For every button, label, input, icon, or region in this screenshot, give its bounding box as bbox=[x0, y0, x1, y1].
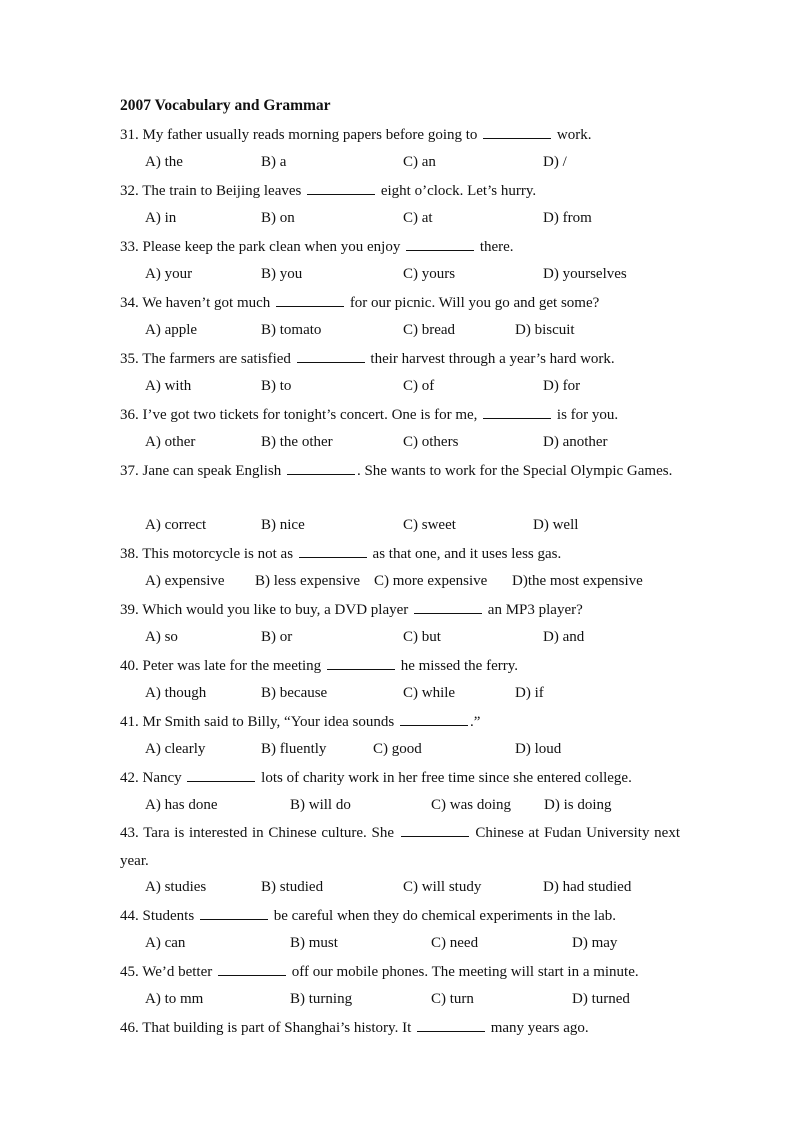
question-text-after: for our picnic. Will you go and get some? bbox=[349, 295, 600, 311]
question-number: 34. bbox=[120, 295, 139, 311]
option-b: B) the other bbox=[261, 434, 333, 450]
question-text-before: Peter was late for the meeting bbox=[142, 658, 322, 674]
question-number: 33. bbox=[120, 239, 139, 255]
option-d: D) is doing bbox=[544, 797, 612, 813]
question-text-before: I’ve got two tickets for tonight’s concert. One is for me, bbox=[142, 407, 478, 423]
option-b: B) turning bbox=[290, 991, 353, 1007]
question-text-after: off our mobile phones. The meeting will start in a minute. bbox=[291, 964, 639, 980]
page-title: 2007 Vocabulary and Grammar bbox=[120, 97, 331, 114]
question-text-before: Nancy bbox=[142, 770, 182, 786]
question-number: 43. bbox=[120, 825, 139, 841]
question-text-before: Mr Smith said to Billy, “Your idea sounds bbox=[142, 714, 395, 730]
answer-blank bbox=[276, 292, 344, 307]
options-38 bbox=[145, 573, 685, 597]
question-text-before: The farmers are satisfied bbox=[142, 351, 291, 367]
question-number: 38. bbox=[120, 546, 139, 562]
options-40 bbox=[145, 685, 685, 709]
option-c: C) yours bbox=[403, 266, 456, 282]
answer-blank bbox=[417, 1017, 485, 1032]
answer-blank bbox=[401, 822, 469, 837]
option-c: C) turn bbox=[431, 991, 474, 1007]
option-a: A) with bbox=[145, 378, 192, 394]
option-d: D) if bbox=[515, 685, 544, 701]
question-text-after: . She wants to work for the Special Olympic Games. bbox=[356, 463, 673, 479]
option-c: C) need bbox=[431, 935, 479, 951]
question-number: 37. bbox=[120, 463, 139, 479]
option-d: D) loud bbox=[515, 741, 562, 757]
question-42 bbox=[120, 765, 680, 793]
question-35 bbox=[120, 346, 680, 374]
question-text-after: work. bbox=[556, 127, 592, 143]
question-number: 36. bbox=[120, 407, 139, 423]
options-37 bbox=[145, 517, 685, 541]
answer-blank bbox=[299, 543, 367, 558]
question-text-before: We’d better bbox=[142, 964, 213, 980]
option-a: A) clearly bbox=[145, 741, 206, 757]
answer-blank bbox=[327, 655, 395, 670]
option-a: A) apple bbox=[145, 322, 198, 338]
question-37 bbox=[120, 458, 680, 486]
question-text-before: The train to Beijing leaves bbox=[142, 183, 302, 199]
options-35 bbox=[145, 378, 685, 402]
option-d: D) had studied bbox=[543, 879, 632, 895]
question-number: 31. bbox=[120, 127, 139, 143]
option-c: C) others bbox=[403, 434, 459, 450]
option-b: B) less expensive bbox=[255, 573, 360, 589]
answer-blank bbox=[218, 961, 286, 976]
option-c: C) bread bbox=[403, 322, 456, 338]
option-d: D)the most expensive bbox=[512, 573, 643, 589]
question-39 bbox=[120, 597, 680, 625]
answer-blank bbox=[200, 905, 268, 920]
question-text-before: That building is part of Shanghai’s history. It bbox=[142, 1020, 412, 1036]
option-a: A) so bbox=[145, 629, 178, 645]
options-39 bbox=[145, 629, 685, 653]
option-d: D) and bbox=[543, 629, 585, 645]
answer-blank bbox=[406, 236, 474, 251]
option-b: B) a bbox=[261, 154, 287, 170]
option-d: D) from bbox=[543, 210, 592, 226]
options-33 bbox=[145, 266, 685, 290]
question-number: 41. bbox=[120, 714, 139, 730]
option-b: B) on bbox=[261, 210, 295, 226]
option-d: D) biscuit bbox=[515, 322, 575, 338]
question-number: 40. bbox=[120, 658, 139, 674]
question-46 bbox=[120, 1015, 680, 1043]
question-36 bbox=[120, 402, 680, 430]
question-34 bbox=[120, 290, 680, 318]
question-text-after: Chinese at Fudan University next year. bbox=[120, 825, 680, 869]
question-38 bbox=[120, 541, 680, 569]
options-34 bbox=[145, 322, 685, 346]
question-number: 45. bbox=[120, 964, 139, 980]
question-number: 46. bbox=[120, 1020, 139, 1036]
option-b: B) to bbox=[261, 378, 292, 394]
options-41 bbox=[145, 741, 685, 765]
option-b: B) you bbox=[261, 266, 303, 282]
answer-blank bbox=[297, 348, 365, 363]
option-a: A) the bbox=[145, 154, 183, 170]
answer-blank bbox=[400, 711, 468, 726]
question-number: 35. bbox=[120, 351, 139, 367]
option-b: B) nice bbox=[261, 517, 305, 533]
question-43 bbox=[120, 820, 680, 876]
question-number: 44. bbox=[120, 908, 139, 924]
question-text-after: eight o’clock. Let’s hurry. bbox=[380, 183, 537, 199]
option-a: A) has done bbox=[145, 797, 218, 813]
question-text-after: lots of charity work in her free time since she entered college. bbox=[261, 770, 632, 786]
option-c: C) sweet bbox=[403, 517, 456, 533]
question-text-after: many years ago. bbox=[490, 1020, 589, 1036]
question-text-before: Which would you like to buy, a DVD player bbox=[142, 602, 409, 618]
question-text-before: We haven’t got much bbox=[142, 295, 271, 311]
question-text-before: Please keep the park clean when you enjoy bbox=[142, 239, 401, 255]
options-43 bbox=[145, 879, 685, 903]
options-32 bbox=[145, 210, 685, 234]
option-a: A) other bbox=[145, 434, 196, 450]
question-text-after: their harvest through a year’s hard work. bbox=[370, 351, 615, 367]
option-b: B) fluently bbox=[261, 741, 327, 757]
option-b: B) or bbox=[261, 629, 293, 645]
options-42 bbox=[145, 797, 685, 821]
answer-blank bbox=[483, 124, 551, 139]
question-text-after: he missed the ferry. bbox=[400, 658, 519, 674]
answer-blank bbox=[307, 180, 375, 195]
question-text-before: Students bbox=[142, 908, 195, 924]
question-33 bbox=[120, 234, 680, 262]
answer-blank bbox=[483, 404, 551, 419]
question-text-before: This motorcycle is not as bbox=[142, 546, 294, 562]
options-44 bbox=[145, 935, 685, 959]
question-41 bbox=[120, 709, 680, 737]
option-a: A) correct bbox=[145, 517, 207, 533]
question-number: 32. bbox=[120, 183, 139, 199]
option-a: A) can bbox=[145, 935, 186, 951]
option-c: C) will study bbox=[403, 879, 482, 895]
question-32 bbox=[120, 178, 680, 206]
question-40 bbox=[120, 653, 680, 681]
question-text-after: there. bbox=[479, 239, 514, 255]
options-31 bbox=[145, 154, 685, 178]
question-text-before: Tara is interested in Chinese culture. She bbox=[143, 825, 394, 841]
option-d: D) turned bbox=[572, 991, 630, 1007]
option-c: C) more expensive bbox=[374, 573, 488, 589]
option-d: D) for bbox=[543, 378, 581, 394]
question-45 bbox=[120, 959, 680, 987]
answer-blank bbox=[187, 767, 255, 782]
answer-blank bbox=[414, 599, 482, 614]
option-d: D) well bbox=[533, 517, 579, 533]
option-c: C) but bbox=[403, 629, 441, 645]
option-c: C) at bbox=[403, 210, 433, 226]
question-number: 42. bbox=[120, 770, 139, 786]
question-text-before: My father usually reads morning papers before going to bbox=[142, 127, 478, 143]
question-text-before: Jane can speak English bbox=[142, 463, 282, 479]
option-d: D) another bbox=[543, 434, 608, 450]
question-text-after: as that one, and it uses less gas. bbox=[372, 546, 562, 562]
options-36 bbox=[145, 434, 685, 458]
option-b: B) studied bbox=[261, 879, 324, 895]
question-text-after: an MP3 player? bbox=[487, 602, 583, 618]
option-c: C) while bbox=[403, 685, 456, 701]
option-d: D) yourselves bbox=[543, 266, 627, 282]
option-d: D) / bbox=[543, 154, 567, 170]
option-a: A) in bbox=[145, 210, 177, 226]
question-31 bbox=[120, 122, 680, 150]
option-c: C) an bbox=[403, 154, 436, 170]
option-c: C) was doing bbox=[431, 797, 511, 813]
option-b: B) will do bbox=[290, 797, 351, 813]
option-a: A) studies bbox=[145, 879, 207, 895]
question-text-after: is for you. bbox=[556, 407, 619, 423]
option-b: B) because bbox=[261, 685, 328, 701]
option-b: B) tomato bbox=[261, 322, 322, 338]
option-a: A) though bbox=[145, 685, 207, 701]
option-a: A) your bbox=[145, 266, 193, 282]
option-a: A) to mm bbox=[145, 991, 204, 1007]
option-b: B) must bbox=[290, 935, 338, 951]
option-a: A) expensive bbox=[145, 573, 225, 589]
answer-blank bbox=[287, 460, 355, 475]
option-c: C) of bbox=[403, 378, 435, 394]
options-45 bbox=[145, 991, 685, 1015]
option-d: D) may bbox=[572, 935, 618, 951]
option-c: C) good bbox=[373, 741, 422, 757]
question-text-after: .” bbox=[469, 714, 481, 730]
question-number: 39. bbox=[120, 602, 139, 618]
question-text-after: be careful when they do chemical experiments in the lab. bbox=[273, 908, 617, 924]
question-44 bbox=[120, 903, 680, 931]
